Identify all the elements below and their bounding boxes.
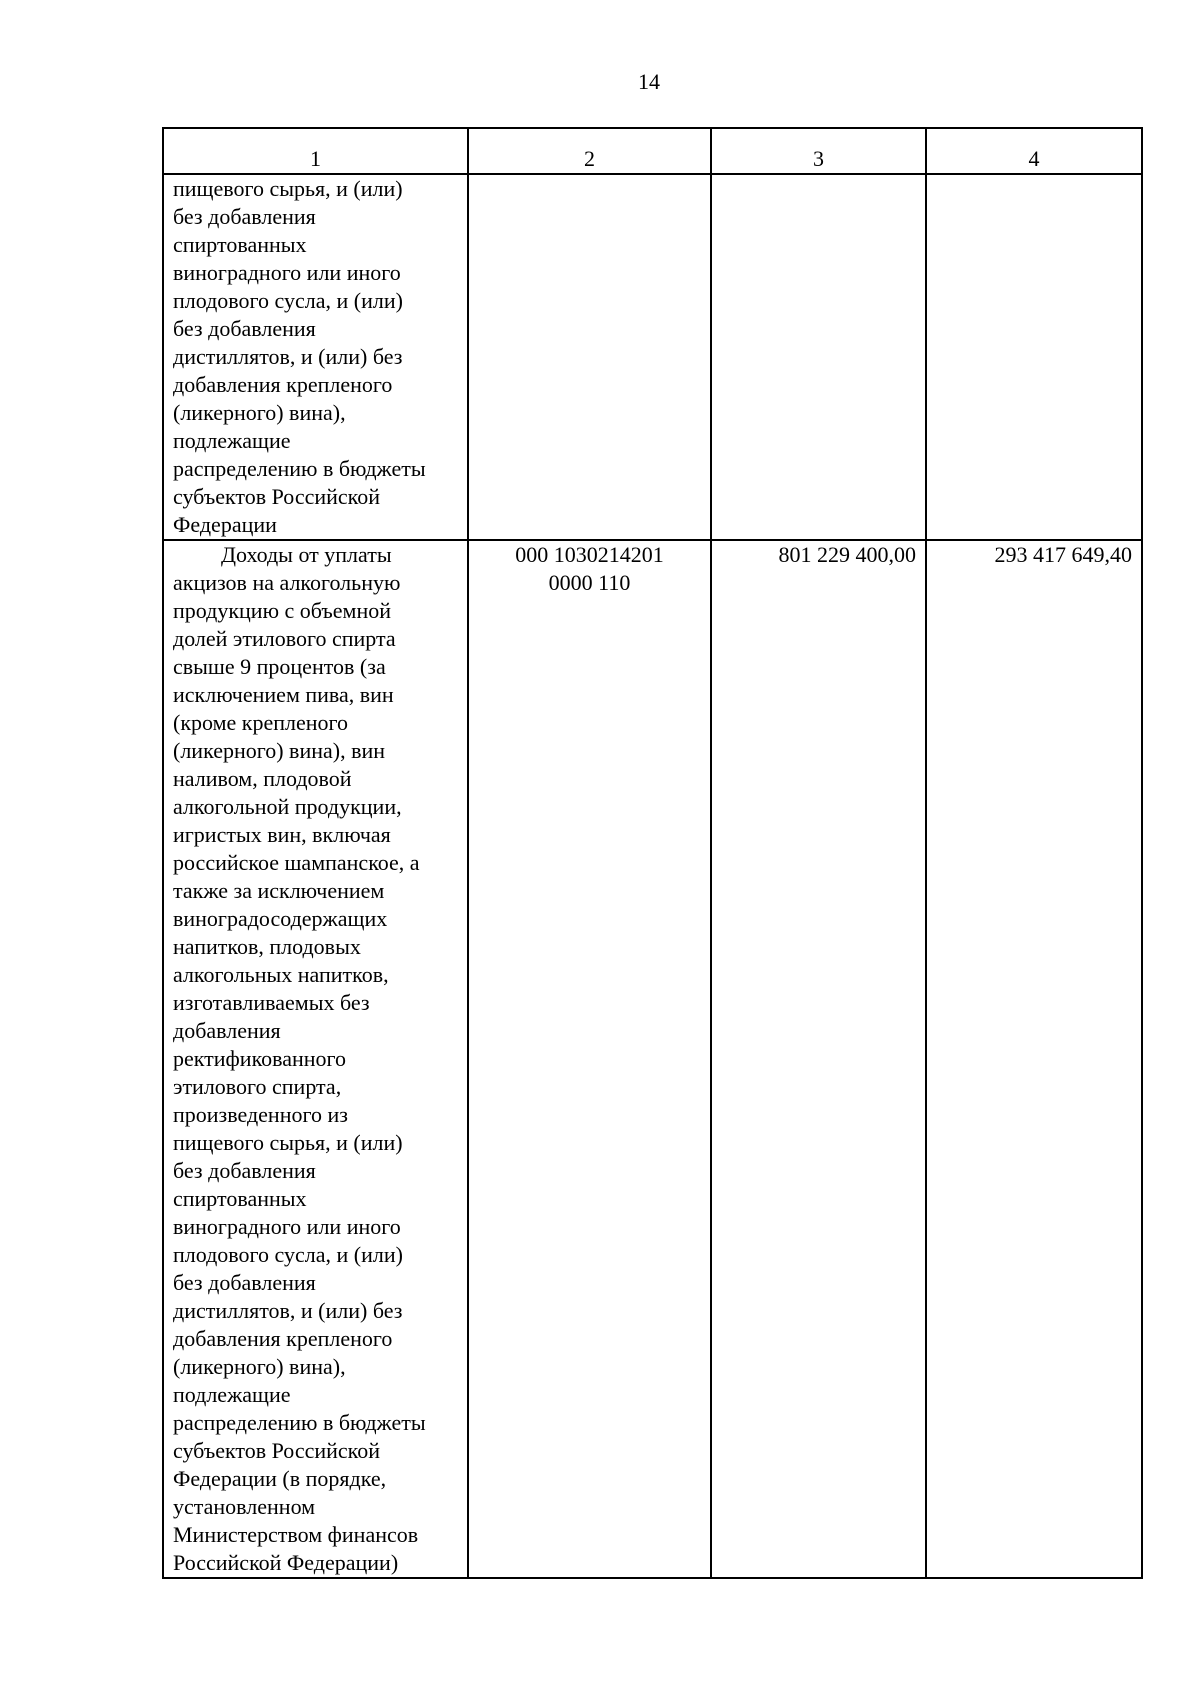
text-line: субъектов Российской [173, 484, 381, 509]
text-line: спиртованных [173, 1186, 307, 1211]
text-line: виноградного или иного [173, 260, 401, 285]
text-line: без добавления [173, 1270, 316, 1295]
text-line: российское шампанское, а [173, 850, 420, 875]
header-cell-4: 4 [926, 128, 1142, 174]
text-line: подлежащие [173, 1382, 291, 1407]
text-line: Федерации (в порядке, [173, 1466, 387, 1491]
table-row [163, 174, 1142, 540]
text-line: продукцию с объемной [173, 598, 392, 623]
table-header-row [163, 128, 1142, 174]
text-line: виноградосодержащих [173, 906, 388, 931]
text-line: этилового спирта, [173, 1074, 342, 1099]
budget-revenue-table [162, 127, 1143, 1579]
text-line: распределению в бюджеты [173, 456, 426, 481]
text-line: (ликерного) вина), вин [173, 738, 386, 763]
text-line: распределению в бюджеты [173, 1410, 426, 1435]
text-line: плодового сусла, и (или) [173, 1242, 403, 1267]
text-line: долей этилового спирта [173, 626, 396, 651]
text-line: без добавления [173, 316, 316, 341]
text-line: дистиллятов, и (или) без [173, 1298, 403, 1323]
text-line: без добавления [173, 1158, 316, 1183]
row1-description [163, 174, 468, 540]
row2-code-cell [468, 540, 711, 1578]
text-line: напитков, плодовых [173, 934, 361, 959]
text-line: подлежащие [173, 428, 291, 453]
text-line: Министерством финансов [173, 1522, 419, 1547]
page-number: 14 [638, 69, 660, 94]
text-line: плодового сусла, и (или) [173, 288, 403, 313]
text-line: спиртованных [173, 232, 307, 257]
budget-code-line-2: 0000 110 [548, 570, 631, 595]
text-line: установленном [173, 1494, 316, 1519]
text-line: дистиллятов, и (или) без [173, 344, 403, 369]
text-line: Российской Федерации) [173, 1550, 399, 1575]
text-line: алкогольной продукции, [173, 794, 402, 819]
text-line: игристых вин, включая [173, 822, 391, 847]
text-line: без добавления [173, 204, 316, 229]
text-line: изготавливаемых без [173, 990, 370, 1015]
row1-amount-cell-4 [926, 174, 1142, 540]
budget-code-line-1: 000 1030214201 [515, 542, 664, 567]
text-line: наливом, плодовой [173, 766, 352, 791]
row2-description [163, 540, 468, 1578]
text-line: акцизов на алкогольную [173, 570, 401, 595]
text-line: (ликерного) вина), [173, 400, 346, 425]
text-line: произведенного из [173, 1102, 348, 1127]
text-line: (кроме крепленого [173, 710, 349, 735]
row1-code-cell [468, 174, 711, 540]
row1-amount-cell-3 [711, 174, 926, 540]
row2-amount-cell-3: 801 229 400,00 [711, 540, 926, 1578]
text-line: исключением пива, вин [173, 682, 394, 707]
text-line: пищевого сырья, и (или) [173, 1130, 403, 1155]
text-line: добавления [173, 1018, 281, 1043]
text-line: свыше 9 процентов (за [173, 654, 386, 679]
text-line: виноградного или иного [173, 1214, 401, 1239]
text-line: добавления крепленого [173, 372, 393, 397]
text-line: (ликерного) вина), [173, 1354, 346, 1379]
table-row [163, 540, 1142, 1578]
header-cell-2: 2 [468, 128, 711, 174]
text-line: Федерации [173, 512, 277, 537]
text-line: ректификованного [173, 1046, 347, 1071]
header-cell-3: 3 [711, 128, 926, 174]
text-line: Доходы от уплаты [221, 542, 392, 567]
header-cell-1: 1 [163, 128, 468, 174]
text-line: пищевого сырья, и (или) [173, 176, 403, 201]
text-line: алкогольных напитков, [173, 962, 389, 987]
text-line: субъектов Российской [173, 1438, 381, 1463]
text-line: добавления крепленого [173, 1326, 393, 1351]
row2-amount-cell-4: 293 417 649,40 [926, 540, 1142, 1578]
text-line: также за исключением [173, 878, 385, 903]
